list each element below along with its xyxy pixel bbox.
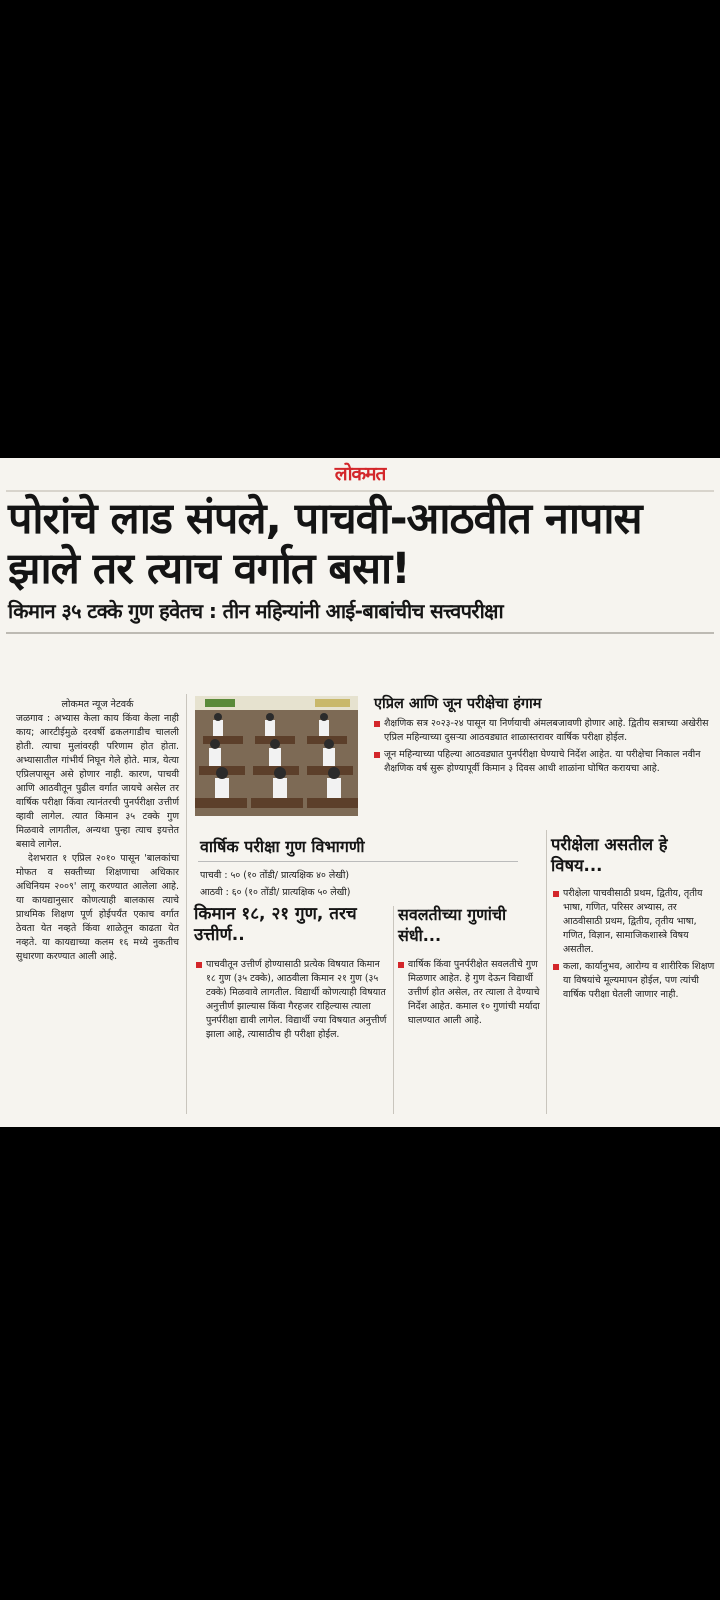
article-paragraph: देशभरात १ एप्रिल २०१० पासून 'बालकांचा मोफत व सक्तीच्या शिक्षणाचा अधिकार अधिनियम २००९' लागू करण्यात आलेला आहे. या कायद्यानुसार कोणत्याही बालकास त्याचे प्राथमिक शिक्षण पूर्ण होईपर्यंत एकाच वर्गात ठेवता येत नव्हते किंवा शाळेतून काढता येत नव्हते. या कायद्याच्या कलम १६ मध्ये नुकतीच सुधारणा करण्यात आली आहे. [16,853,179,962]
classroom-photo-illustration [195,696,358,816]
marks-divider [198,861,518,862]
concession-heading: सवलतीच्या गुणांची संधी... [398,905,507,945]
list-item: कला, कार्यानुभव, आरोग्य व शारीरिक शिक्षण या विषयांचे मूल्यमापन होईल, पण त्यांची वार्षिक परीक्षा घेतली जाणार नाही. [553,960,715,1002]
marks-split-heading: वार्षिक परीक्षा गुण विभागणी [200,837,365,856]
classroom-photo [195,696,358,816]
subheadline-divider [6,632,714,634]
column-divider [186,694,187,1114]
minimum-marks-list [196,958,388,1045]
april-june-heading: एप्रिल आणि जून परीक्षेचा हंगाम [374,696,542,712]
subjects-list [553,887,715,1005]
red-square-bullet-icon [196,962,202,968]
newspaper-clipping [0,458,720,1127]
minimum-marks-heading: किमान १८, २१ गुण, तरच उत्तीर्ण.. [194,904,357,945]
masthead-divider [6,490,714,492]
column-divider [393,906,394,1114]
subheadline: किमान ३५ टक्के गुण हवेतच : तीन महिन्यांनी आई-बाबांचीच सत्त्वपरीक्षा [8,599,504,623]
list-item: वार्षिक किंवा पुनर्परीक्षेत सवलतीचे गुण मिळणार आहेत. हे गुण देऊन विद्यार्थी उत्तीर्ण होत असेल, तर त्याला ते देण्याचे निर्देश आहेत. कमाल १० गुणांची मर्यादा घालण्यात आली आहे. [398,958,540,1028]
marks-line-fifth: पाचवी : ५० (१० तोंडी/ प्रात्यक्षिक ४० लेखी) [200,870,350,881]
list-item: जून महिन्याच्या पहिल्या आठवड्यात पुनर्परीक्षा घेण्याचे निर्देश आहेत. या परीक्षेचा निकाल नवीन शैक्षणिक वर्ष सुरू होण्यापूर्वी किमान ३ दिवस आधी शाळांना घोषित करायचा आहे. [374,748,714,776]
list-item: पाचवीतून उत्तीर्ण होण्यासाठी प्रत्येक विषयात किमान १८ गुण (३५ टक्के), आठवीला किमान २१ गुण (३५ टक्के) मिळवावे लागतील. विद्यार्थी कोणत्याही विषयात अनुत्तीर्ण झाल्यास किंवा गैरहजर राहिल्यास त्याला पुनर्परीक्षा द्यावी लागेल. विद्यार्थी ज्या विषयात अनुत्तीर्ण झाला आहे, त्यासाठीच ही परीक्षा होईल. [196,958,388,1042]
column-divider [546,830,547,1114]
red-square-bullet-icon [374,752,380,758]
red-square-bullet-icon [553,964,559,970]
april-june-list [374,717,714,779]
list-item: परीक्षेला पाचवीसाठी प्रथम, द्वितीय, तृतीय भाषा, गणित, परिसर अभ्यास, तर आठवीसाठी प्रथम, द्वितीय, तृतीय भाषा, गणित, विज्ञान, सामाजिकशास्त्रे विषय असतील. [553,887,715,957]
marks-line-eighth: आठवी : ६० (१० तोंडी/ प्रात्यक्षिक ५० लेखी) [200,887,351,898]
masthead-logo: लोकमत [334,463,386,485]
concession-list [398,958,540,1031]
subjects-heading: परीक्षेला असतील हे विषय... [551,835,668,875]
byline: लोकमत न्यूज नेटवर्क [61,699,134,710]
article-paragraph: जळगाव : अभ्यास केला काय किंवा केला नाही काय; आरटीईमुळे दरवर्षी ढकलगाडीच चालली होती. त्याचा मुलांवरही परिणाम होत होता. अभ्यासातील गांभीर्य निघून गेले होते. मात्र, येत्या एप्रिलपासून असे होणार नाही. कारण, पाचवी आणि आठवीतून पुढील वर्गात जायचे असेल तर वार्षिक परीक्षा किंवा त्यानंतरची पुनर्परीक्षा उत्तीर्ण व्हावी लागेल. त्यात किमान ३५ टक्के गुण मिळवावे लागतील, अन्यथा पुन्हा त्याच इयत्तेत बसावे लागेल. [16,713,179,850]
red-square-bullet-icon [374,721,380,727]
left-column-article [16,698,179,964]
headline: पोरांचे लाड संपले, पाचवी-आठवीत नापास झाले तर त्याच वर्गात बसा! [8,494,642,594]
red-square-bullet-icon [398,962,404,968]
list-item: शैक्षणिक सत्र २०२३-२४ पासून या निर्णयाची अंमलबजावणी होणार आहे. द्वितीय सत्राच्या अखेरीस एप्रिल महिन्याच्या दुसऱ्या आठवड्यात शाळास्तरावर वार्षिक परीक्षा होईल. [374,717,714,745]
red-square-bullet-icon [553,891,559,897]
